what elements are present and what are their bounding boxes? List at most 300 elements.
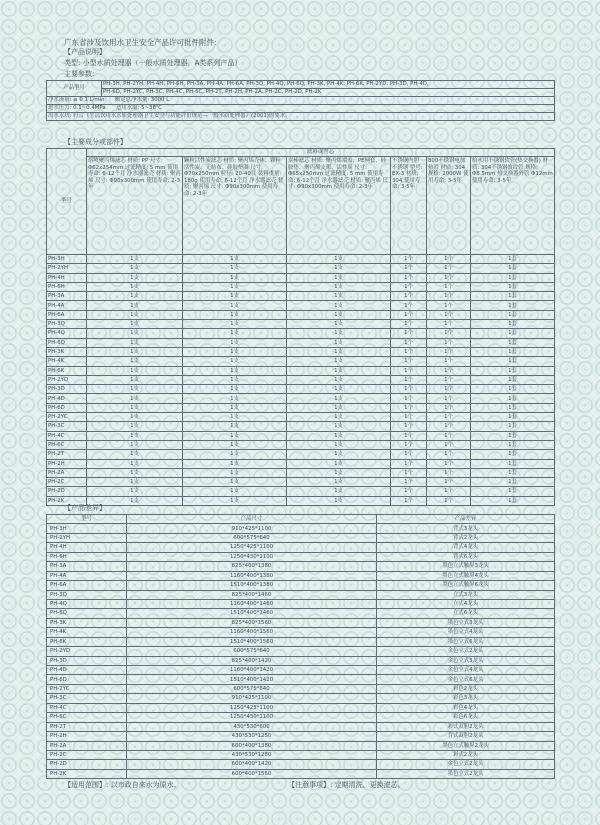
diff-row-model: PH-4K: [47, 628, 127, 637]
parts-row-qty: 1套: [471, 450, 555, 459]
parts-row-qty: 1套: [471, 385, 555, 394]
parts-row-qty: 1支: [87, 385, 183, 394]
diff-row-model: PH-6K: [47, 637, 127, 646]
parts-row-qty: 1个: [391, 255, 427, 264]
parts-row-qty: 1支: [287, 375, 391, 384]
diff-row-model: PH-2YH: [47, 533, 127, 542]
parts-row: [47, 264, 555, 273]
parts-row-qty: 1支: [87, 338, 183, 347]
parts-row: [47, 385, 555, 394]
parts-row-qty: 1支: [183, 292, 287, 301]
parts-row-qty: 1个: [427, 394, 471, 403]
parts-row-qty: 1支: [87, 292, 183, 301]
parts-row-qty: 1个: [391, 403, 427, 412]
diff-row: [47, 675, 555, 684]
diff-row-size: 1510*400*1460: [127, 609, 377, 618]
parts-row-qty: 1支: [183, 403, 287, 412]
parts-row-model: PH-3C: [47, 422, 87, 431]
parts-row-qty: 1个: [427, 385, 471, 394]
diff-row-model: PH-6A: [47, 581, 127, 590]
parts-table: [46, 148, 555, 506]
parts-row: [47, 282, 555, 291]
diff-row-model: PH-4Q: [47, 599, 127, 608]
parts-row-qty: 1支: [87, 301, 183, 310]
parts-row-model: PH-2YH: [47, 264, 87, 273]
diff-row: [47, 571, 555, 580]
diff-row-size: 1250*430*1100: [127, 552, 377, 561]
parts-row-qty: 1支: [287, 440, 391, 449]
diff-row: [47, 581, 555, 590]
diff-row-size: 910*425*1100: [127, 694, 377, 703]
diff-row-model: PH-6H: [47, 552, 127, 561]
parts-row-qty: 1支: [183, 487, 287, 496]
diff-row-diff: 墨色立式3龙头: [377, 618, 555, 627]
diff-row-model: PH-2D: [47, 760, 127, 769]
parts-row-model: PH-4H: [47, 273, 87, 282]
parts-row-qty: 1支: [87, 450, 183, 459]
parts-row-qty: 1支: [287, 292, 391, 301]
diff-row: [47, 722, 555, 731]
diff-row-diff: 彩色6龙头: [377, 713, 555, 722]
parts-row: [47, 496, 555, 505]
diff-row-model: PH-6C: [47, 713, 127, 722]
parts-row-qty: 1支: [87, 431, 183, 440]
parts-row-qty: 1套: [471, 422, 555, 431]
parts-row-qty: 1支: [87, 496, 183, 505]
parts-row-qty: 1支: [87, 329, 183, 338]
parts-row-qty: 1支: [287, 487, 391, 496]
parts-row-qty: 1支: [87, 459, 183, 468]
parts-row: [47, 394, 555, 403]
parts-row-qty: 1支: [183, 496, 287, 505]
parts-row-qty: 1支: [183, 459, 287, 468]
diff-row-diff: 墨色立式2龙头: [377, 769, 555, 778]
parts-row: [47, 468, 555, 477]
parts-row-qty: 1套: [471, 273, 555, 282]
parts-row-qty: 1个: [391, 385, 427, 394]
parts-row-qty: 1支: [183, 329, 287, 338]
diff-row-model: PH-4H: [47, 543, 127, 552]
parts-col-header: 给水用不锈钢软管(热交换器) 材质: 304不锈钢波纹管 规格: Φ8.5mm 热交换器外管 Φ12mm 使用寿命: 3-5年: [471, 157, 555, 255]
parts-row: [47, 459, 555, 468]
parts-row-qty: 1套: [471, 292, 555, 301]
diff-row-diff: 墨色立式4龙头: [377, 628, 555, 637]
parts-row-model: PH-2D: [47, 487, 87, 496]
parts-row: [47, 329, 555, 338]
parts-row-qty: 1支: [287, 273, 391, 282]
document-title: 广东省涉及饮用水卫生安全产品许可批件附件:: [64, 38, 217, 47]
parts-row-qty: 1支: [87, 487, 183, 496]
diff-row-size: 825*400*1420: [127, 656, 377, 665]
parts-row-qty: 1支: [87, 273, 183, 282]
models-label: 产品型号: [47, 81, 102, 97]
parts-row-qty: 1个: [391, 366, 427, 375]
parts-row-qty: 1个: [427, 403, 471, 412]
pressure-row: [47, 105, 555, 113]
parts-row-qty: 1个: [391, 394, 427, 403]
diff-row-diff: 背式双胆2龙头: [377, 732, 555, 741]
parts-col-header: 不锈钢内胆 不锈钢 型号: EX-3 材质: 304 使用寿命: 3-5年: [391, 157, 427, 255]
parts-row-qty: 1套: [471, 459, 555, 468]
models-row-2: [47, 89, 555, 97]
parts-row-model: PH-4A: [47, 301, 87, 310]
parts-row-qty: 1支: [87, 255, 183, 264]
parts-row-qty: 1支: [287, 468, 391, 477]
parts-row-qty: 1支: [183, 422, 287, 431]
parts-row-qty: 1支: [287, 394, 391, 403]
parts-row-qty: 1支: [287, 450, 391, 459]
parts-row-qty: 1套: [471, 310, 555, 319]
diff-row-model: PH-6Q: [47, 609, 127, 618]
parts-row-qty: 1个: [391, 459, 427, 468]
diff-row-model: PH-3C: [47, 694, 127, 703]
diff-row-diff: 立式4龙头: [377, 599, 555, 608]
parts-row-qty: 1套: [471, 282, 555, 291]
parts-row-qty: 1支: [183, 366, 287, 375]
diff-row-model: PH-3Q: [47, 590, 127, 599]
diff-row-model: PH-4A: [47, 571, 127, 580]
diff-row-model: PH-6D: [47, 675, 127, 684]
parts-row-qty: 1支: [287, 264, 391, 273]
models-line-2: PH-6D, PH-2YC, PH-3C, PH-4C, PH-6C, PH-2T, PH-2H, PH-2A, PH-2C, PH-2D, PH-2K: [102, 89, 555, 97]
parts-row-qty: 1个: [427, 310, 471, 319]
parts-row-qty: 1支: [87, 478, 183, 487]
diff-row-size: 825*400*1380: [127, 562, 377, 571]
section-parts-heading: 【主要成分或部件】: [64, 138, 127, 146]
parts-row-qty: 1个: [391, 468, 427, 477]
parts-row-model: PH-3K: [47, 347, 87, 356]
parts-row: [47, 347, 555, 356]
parts-row-qty: 1套: [471, 264, 555, 273]
parts-row-qty: 1个: [427, 264, 471, 273]
parts-row-qty: 1支: [87, 264, 183, 273]
parts-row-model: PH-6A: [47, 310, 87, 319]
diff-row-size: 600*575*640: [127, 533, 377, 542]
parts-row: [47, 422, 555, 431]
parts-row-qty: 1支: [287, 255, 391, 264]
parts-row-qty: 1支: [183, 357, 287, 366]
parts-row-qty: 1支: [183, 301, 287, 310]
parts-col-header: 炭棒滤芯 材质: 聚丙烯端盖、PE网套、硅胶垫、聚丙烯支架、活性炭 尺寸: Φ65x250mm 过滤精度: 5 mm 使用寿命: 6-12个月 净水器滤壳 材质: 聚丙烯 尺寸: Φ90x300mm 使用寿命: 2-3年: [287, 157, 391, 255]
parts-row-qty: 1个: [391, 292, 427, 301]
parts-group-header: 滤料或内芯: [87, 149, 555, 157]
parts-row-qty: 1个: [391, 478, 427, 487]
parts-row-qty: 1个: [427, 366, 471, 375]
parts-row-qty: 1个: [391, 347, 427, 356]
parts-row-qty: 1个: [391, 375, 427, 384]
parts-row-qty: 1个: [427, 292, 471, 301]
parts-row-qty: 1个: [391, 320, 427, 329]
parts-row-model: PH-4K: [47, 357, 87, 366]
diff-row-size: 600*400*1380: [127, 741, 377, 750]
parts-row-qty: 1支: [287, 282, 391, 291]
parts-row-qty: 1个: [427, 459, 471, 468]
parts-row-qty: 1个: [427, 413, 471, 422]
parts-row-qty: 1个: [427, 329, 471, 338]
parts-col-header: 800不锈钢电加热管 材质: 304 规格: 2000W 使用寿命: 3-5年: [427, 157, 471, 255]
parts-row-qty: 1个: [391, 496, 427, 505]
footer-notes: 【注意事项】: 定期清洗、更换滤芯。: [288, 781, 405, 789]
parts-row-qty: 1支: [183, 338, 287, 347]
diff-row: [47, 684, 555, 693]
diff-row-size: 825*400*1560: [127, 618, 377, 627]
parts-row: [47, 403, 555, 412]
diff-row-diff: 彩色4龙头: [377, 703, 555, 712]
diff-row: [47, 769, 555, 778]
diff-table: [46, 514, 555, 779]
parts-row-qty: 1个: [391, 431, 427, 440]
parts-row-qty: 1支: [287, 422, 391, 431]
parts-row-qty: 1支: [87, 347, 183, 356]
parts-header-row-1: [47, 149, 555, 157]
parts-row-qty: 1支: [287, 413, 391, 422]
parts-row-model: PH-3H: [47, 255, 87, 264]
parts-row-model: PH-4D: [47, 394, 87, 403]
diff-row-size: 1510*400*1380: [127, 581, 377, 590]
parts-col-header: 熔喷聚丙烯滤芯 材质: PP 尺寸: Φ62x254mm 过滤精度: 5 mm 使用寿命: 6-12个月 净水器滤壳 材质: 聚丙烯 尺寸: Φ90x300mm 使用寿命: 2-3年: [87, 157, 183, 255]
diff-row-diff: 墨色立式触屏4龙头: [377, 571, 555, 580]
parts-row-qty: 1支: [183, 440, 287, 449]
parts-row-qty: 1支: [183, 310, 287, 319]
parts-row-qty: 1个: [391, 338, 427, 347]
parts-row: [47, 310, 555, 319]
parts-row: [47, 366, 555, 375]
diff-row-size: 1160*400*1560: [127, 628, 377, 637]
parts-row-model: PH-2YC: [47, 413, 87, 422]
parts-row: [47, 357, 555, 366]
parts-row-qty: 1支: [287, 329, 391, 338]
parts-row-qty: 1套: [471, 320, 555, 329]
params-table: [46, 80, 555, 121]
params-heading: 主要参数:: [64, 70, 95, 78]
diff-row-diff: 立式6龙头: [377, 609, 555, 618]
parts-row-qty: 1支: [287, 338, 391, 347]
parts-row: [47, 301, 555, 310]
parts-row-model: PH-6C: [47, 440, 87, 449]
parts-row-qty: 1支: [87, 440, 183, 449]
parts-row-qty: 1个: [427, 440, 471, 449]
parts-row-qty: 1支: [183, 347, 287, 356]
parts-row: [47, 255, 555, 264]
section-description-heading: 【产品说明】: [64, 48, 106, 56]
models-row: [47, 81, 555, 89]
parts-row-qty: 1支: [87, 394, 183, 403]
diff-row-model: PH-2H: [47, 732, 127, 741]
parts-row-qty: 1支: [287, 310, 391, 319]
diff-row-size: 910*425*1100: [127, 524, 377, 533]
parts-row-qty: 1个: [427, 468, 471, 477]
parts-row-qty: 1个: [427, 301, 471, 310]
parts-row-qty: 1个: [427, 347, 471, 356]
outlet-quality: 出水水质: 符合《生活饮用水水质处理器卫生安全与功能评价规范—一般水质处理器》(2001)的要求。: [47, 113, 555, 121]
parts-row-qty: 1个: [391, 450, 427, 459]
diff-row: [47, 599, 555, 608]
parts-row-qty: 1个: [427, 273, 471, 282]
diff-row-diff: 彩式双胆2龙头: [377, 722, 555, 731]
diff-row: [47, 656, 555, 665]
parts-row: [47, 450, 555, 459]
parts-row-model: PH-6K: [47, 366, 87, 375]
parts-row-qty: 1支: [87, 320, 183, 329]
parts-row-qty: 1支: [87, 366, 183, 375]
diff-row-diff: 墨色立式6龙头: [377, 637, 555, 646]
parts-row: [47, 273, 555, 282]
parts-row-qty: 1支: [287, 357, 391, 366]
parts-row-qty: 1支: [87, 468, 183, 477]
parts-row-qty: 1个: [391, 487, 427, 496]
diff-row-model: PH-2YC: [47, 684, 127, 693]
parts-row-qty: 1套: [471, 403, 555, 412]
diff-row-size: 1160*400*1380: [127, 571, 377, 580]
parts-row-qty: 1支: [183, 273, 287, 282]
parts-row-qty: 1套: [471, 347, 555, 356]
diff-row: [47, 732, 555, 741]
diff-row-model: PH-4C: [47, 703, 127, 712]
diff-row-diff: 墨色立式触屏6龙头: [377, 581, 555, 590]
diff-row-size: 430*530*1280: [127, 750, 377, 759]
parts-row-model: PH-2YD: [47, 375, 87, 384]
parts-row: [47, 320, 555, 329]
parts-row-qty: 1个: [391, 301, 427, 310]
diff-row-diff: 背式6龙头: [377, 552, 555, 561]
parts-row-qty: 1个: [391, 310, 427, 319]
diff-row: [47, 713, 555, 722]
diff-row-model: PH-3K: [47, 618, 127, 627]
parts-row-qty: 1支: [87, 357, 183, 366]
section-diff-heading: 【产品差异】: [64, 504, 106, 512]
parts-row-qty: 1支: [287, 385, 391, 394]
parts-row-qty: 1套: [471, 468, 555, 477]
diff-row-size: 1250*430*1100: [127, 713, 377, 722]
diff-row-model: PH-3H: [47, 524, 127, 533]
parts-row: [47, 375, 555, 384]
parts-row-qty: 1个: [427, 375, 471, 384]
diff-row: [47, 694, 555, 703]
parts-row: [47, 487, 555, 496]
parts-row-qty: 1个: [391, 440, 427, 449]
diff-row-size: 600*575*640: [127, 684, 377, 693]
parts-row-qty: 1支: [287, 347, 391, 356]
diff-row: [47, 760, 555, 769]
parts-row-qty: 1个: [391, 357, 427, 366]
diff-row-size: 600*575*640: [127, 647, 377, 656]
parts-row-model: PH-6Q: [47, 338, 87, 347]
parts-row-qty: 1支: [87, 310, 183, 319]
diff-row: [47, 609, 555, 618]
diff-row: [47, 524, 555, 533]
parts-row-qty: 1套: [471, 329, 555, 338]
parts-row-qty: 1个: [427, 255, 471, 264]
parts-row-qty: 1支: [87, 375, 183, 384]
parts-row-qty: 1个: [427, 496, 471, 505]
parts-row-model: PH-6H: [47, 282, 87, 291]
parts-row-qty: 1支: [183, 413, 287, 422]
parts-row-qty: 1支: [287, 403, 391, 412]
pressure-value: 进水压力: 0.1~0.4MPa: [48, 105, 106, 112]
parts-row-qty: 1支: [287, 478, 391, 487]
diff-row-diff: 金色立式2龙头: [377, 647, 555, 656]
diff-row: [47, 703, 555, 712]
diff-row-diff: 彩式2龙头: [377, 750, 555, 759]
diff-row-model: PH-3A: [47, 562, 127, 571]
models-line-1: PH-3H, PH-2YH, PH-4H, PH-6H, PH-3A, PH-4A, PH-6A, PH-3Q, PH-4Q, PH-6Q, PH-3K, PH-4K, PH-6K, PH-2YD, PH-3D, PH-4D,: [102, 81, 555, 89]
parts-row-qty: 1套: [471, 440, 555, 449]
parts-row-qty: 1支: [183, 478, 287, 487]
parts-row-qty: 1套: [471, 338, 555, 347]
product-category: 类型: 小型水质处理器（一般水质处理器，A类系列产品）: [64, 59, 242, 67]
diff-row-diff: 墨色立式触屏2龙头: [377, 741, 555, 750]
parts-row-qty: 1支: [183, 282, 287, 291]
diff-row-size: 1160*400*1460: [127, 599, 377, 608]
parts-row-qty: 1支: [287, 366, 391, 375]
parts-row-qty: 1个: [427, 338, 471, 347]
diff-row-model: PH-2K: [47, 769, 127, 778]
temp-value: 适用水温: 5~38℃: [116, 105, 162, 112]
parts-row-qty: 1支: [87, 282, 183, 291]
diff-row-diff: 彩色2龙头: [377, 684, 555, 693]
diff-header-row: [47, 515, 555, 524]
diff-row-diff: 彩色3龙头: [377, 694, 555, 703]
parts-row: [47, 292, 555, 301]
parts-row-model: PH-3Q: [47, 320, 87, 329]
parts-row-model: PH-6D: [47, 403, 87, 412]
parts-row-qty: 1支: [287, 320, 391, 329]
parts-row-qty: 1套: [471, 496, 555, 505]
diff-row: [47, 666, 555, 675]
parts-row-model: PH-2T: [47, 450, 87, 459]
diff-row-size: 600*400*1420: [127, 760, 377, 769]
parts-row-qty: 1支: [87, 413, 183, 422]
parts-row-qty: 1个: [391, 422, 427, 431]
parts-row-qty: 1套: [471, 487, 555, 496]
parts-row-qty: 1支: [183, 385, 287, 394]
diff-row-model: PH-4D: [47, 666, 127, 675]
parts-row-qty: 1个: [427, 320, 471, 329]
diff-row-diff: 金色立式2龙头: [377, 760, 555, 769]
parts-row-qty: 1支: [87, 422, 183, 431]
parts-row-qty: 1支: [287, 496, 391, 505]
parts-row-qty: 1套: [471, 255, 555, 264]
diff-row-diff: 金色立式3龙头: [377, 656, 555, 665]
diff-row-diff: 金色立式6龙头: [377, 675, 555, 684]
parts-row-qty: 1支: [183, 468, 287, 477]
parts-row-qty: 1套: [471, 301, 555, 310]
parts-col-header: 颗粒活性炭滤芯 材质: 聚丙烯壳体、颗粒活性炭、无纺布、硅胶垫圈 尺寸: Φ70x250mm 粒径: 20-40目 装料重量: 180g 使用寿命: 6-12个月 净水器滤壳 材质: 聚丙烯 尺寸: Φ90x300mm 使用寿命: 2-3年: [183, 157, 287, 255]
diff-row-diff: 金色立式4龙头: [377, 666, 555, 675]
parts-row-qty: 1支: [183, 431, 287, 440]
diff-row-size: 1510*400*1420: [127, 675, 377, 684]
flow-row: [47, 97, 555, 105]
parts-row-qty: 1支: [87, 403, 183, 412]
diff-row: [47, 552, 555, 561]
parts-row-qty: 1个: [427, 487, 471, 496]
diff-row-diff: 立式3龙头: [377, 590, 555, 599]
diff-row: [47, 628, 555, 637]
diff-row-size: 600*400*1560: [127, 769, 377, 778]
parts-row-model: PH-2A: [47, 468, 87, 477]
parts-row-model: PH-2C: [47, 478, 87, 487]
parts-row: [47, 440, 555, 449]
diff-row-model: PH-2C: [47, 750, 127, 759]
parts-header-row-2: [47, 157, 555, 255]
parts-row-qty: 1支: [183, 264, 287, 273]
diff-row-model: PH-3D: [47, 656, 127, 665]
parts-model-header: 型号: [47, 149, 87, 255]
parts-row-model: PH-2H: [47, 459, 87, 468]
parts-row-qty: 1套: [471, 413, 555, 422]
parts-row-qty: 1套: [471, 478, 555, 487]
parts-row-qty: 1个: [427, 478, 471, 487]
